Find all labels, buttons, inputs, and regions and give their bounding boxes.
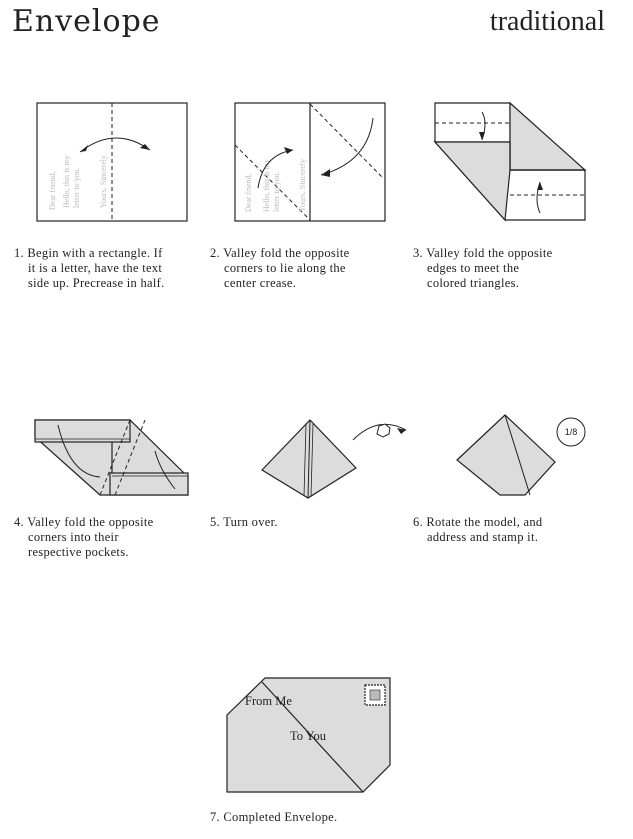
- step-3-caption: 3. Valley fold the opposite edges to meet the colored triangles.: [413, 246, 553, 290]
- step-6-diagram: [455, 410, 595, 505]
- letter-closing: Yours, Sincerely: [99, 155, 108, 208]
- letter-line-2: letter to you.: [72, 167, 81, 208]
- turn-over-icon: [377, 424, 390, 437]
- step-5-diagram: [258, 410, 413, 505]
- page-title: Envelope: [12, 4, 161, 39]
- letter-greeting-2: Dear friend,: [244, 173, 253, 212]
- step-2-caption: 2. Valley fold the opposite corners to lie along the center crease.: [210, 246, 350, 290]
- envelope-to: To You: [290, 729, 326, 743]
- envelope-from: From Me: [245, 694, 292, 708]
- rotate-note: 1/8: [564, 427, 578, 437]
- page-subtitle: traditional: [489, 6, 605, 37]
- letter-closing-2: Yours, Sincerely: [298, 159, 307, 212]
- step-5-caption: 5. Turn over.: [210, 515, 278, 529]
- step-2-diagram: [233, 100, 393, 225]
- step-4-diagram: [30, 415, 195, 500]
- step-3-diagram: [430, 100, 590, 225]
- step-1-caption: 1. Begin with a rectangle. If it is a letter, have the text side up. Precrease in half.: [14, 246, 165, 290]
- step-6-caption: 6. Rotate the model, and address and stamp it.: [413, 515, 543, 544]
- letter-greeting: Dear friend,: [48, 171, 57, 210]
- letter-line-2-2: letter to you.: [272, 171, 281, 212]
- letter-line-1-2: Hello, this is my: [262, 159, 271, 212]
- letter-line-1: Hello, this is my: [62, 155, 71, 208]
- step-4-caption: 4. Valley fold the opposite corners into their respective pockets.: [14, 515, 154, 559]
- step-7-caption: 7. Completed Envelope.: [210, 810, 338, 824]
- completed-envelope: [225, 675, 395, 795]
- step-1-diagram: [35, 100, 195, 225]
